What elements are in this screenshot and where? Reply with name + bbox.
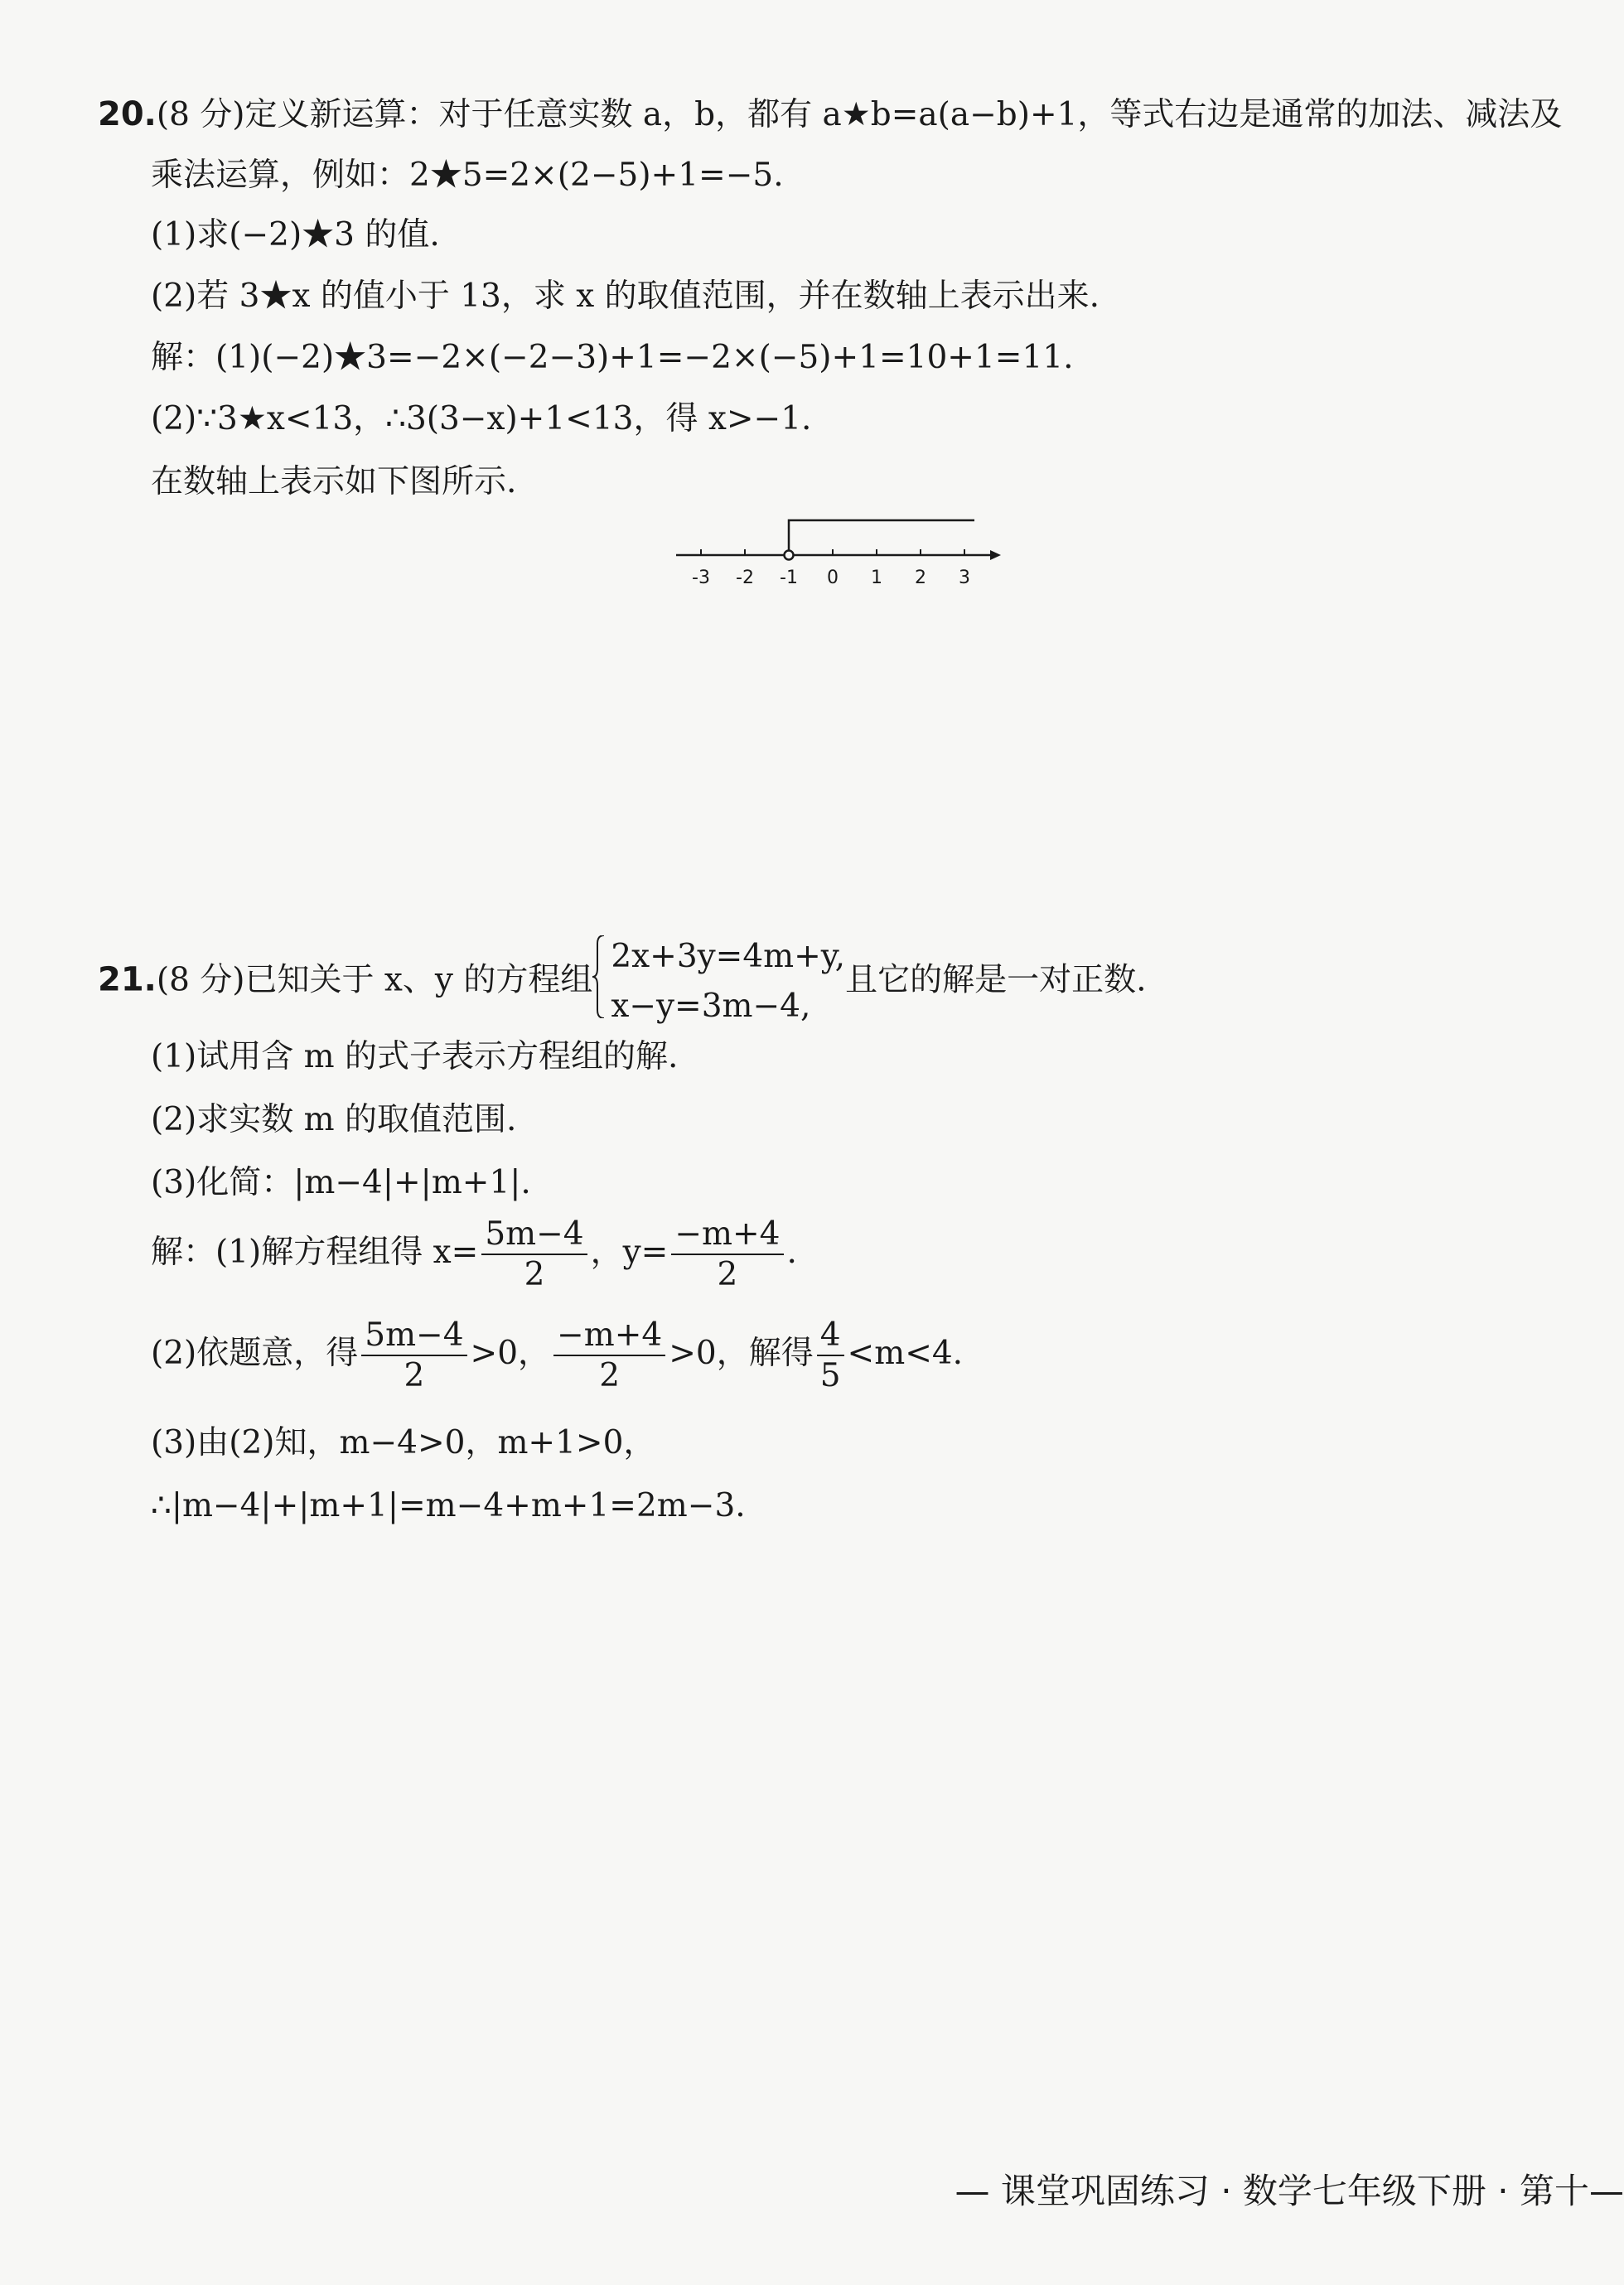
fraction-x [481, 1215, 587, 1293]
sol2-mid1: >0， [470, 1335, 551, 1372]
fraction-a-denominator: 2 [404, 1357, 425, 1394]
sol1-prefix: 解：(1)解方程组得 x= [151, 1234, 479, 1271]
q21-intro-tail: 且它的解是一对正数. [845, 961, 1147, 999]
left-brace-icon [592, 935, 606, 1018]
fraction-y-numerator: −m+4 [671, 1218, 783, 1255]
fraction-y [671, 1215, 783, 1293]
fraction-a-numerator: 5m−4 [361, 1319, 466, 1356]
fraction-c [817, 1316, 844, 1394]
q21-solution1 [151, 1215, 797, 1293]
fraction-x-numerator: 5m−4 [481, 1218, 587, 1255]
open-point-minus-one [785, 551, 794, 560]
tick-label: -3 [692, 568, 710, 588]
number-line-arrow-icon [990, 550, 1001, 560]
tick-label: 3 [959, 568, 970, 588]
q20-line1 [98, 95, 1563, 133]
fraction-a [361, 1316, 466, 1394]
q20-solution3: 在数轴上表示如下图所示. [151, 463, 517, 500]
fraction-c-numerator: 4 [817, 1319, 844, 1356]
tick-label: 2 [915, 568, 926, 588]
q20-part2: (2)若 3★x 的值小于 13，求 x 的取值范围，并在数轴上表示出来. [151, 278, 1100, 315]
q20-part1: (1)求(−2)★3 的值. [151, 216, 440, 254]
q21-part3: (3)化简：|m−4|+|m+1|. [151, 1164, 531, 1201]
tick-label: -1 [780, 568, 798, 588]
q21-solution3: (3)由(2)知，m−4>0，m+1>0， [151, 1424, 656, 1461]
q20-solution2: (2)∵3★x<13，∴3(3−x)+1<13，得 x>−1. [151, 400, 812, 437]
q20-solution1: 解：(1)(−2)★3=−2×(−2−3)+1=−2×(−5)+1=10+1=11. [151, 339, 1074, 376]
sol2-mid2: >0，解得 [669, 1335, 814, 1372]
q21-intro: (8 分)已知关于 x、y 的方程组 [156, 961, 593, 999]
equation-1: 2x+3y=4m+y, [611, 938, 846, 975]
q20-text-line1: (8 分)定义新运算：对于任意实数 a，b，都有 a★b=a(a−b)+1，等式右边是通常的加法、减法及 [156, 96, 1563, 133]
fraction-b-numerator: −m+4 [553, 1319, 665, 1356]
solution-range-bracket [789, 520, 974, 551]
tick-label: -2 [736, 568, 754, 588]
fraction-y-denominator: 2 [717, 1256, 738, 1293]
q21-line1 [98, 932, 1146, 1032]
fraction-b [553, 1316, 665, 1394]
q20-number: 20. [98, 95, 157, 133]
number-line [671, 514, 1003, 597]
page-footer: — 课堂巩固练习 · 数学七年级下册 · 第十— [955, 2171, 1624, 2211]
fraction-b-denominator: 2 [599, 1357, 621, 1394]
sol1-mid: ，y= [590, 1234, 669, 1271]
q21-part1: (1)试用含 m 的式子表示方程组的解. [151, 1038, 679, 1075]
fraction-c-denominator: 5 [819, 1357, 841, 1394]
q21-part2: (2)求实数 m 的取值范围. [151, 1101, 517, 1138]
q21-solution4: ∴|m−4|+|m+1|=m−4+m+1=2m−3. [151, 1487, 746, 1524]
sol1-end: . [786, 1234, 797, 1271]
sol2-prefix: (2)依题意，得 [151, 1335, 359, 1372]
fraction-x-denominator: 2 [524, 1256, 545, 1293]
tick-label: 1 [871, 568, 882, 588]
equation-system [592, 932, 845, 1032]
tick-label: 0 [827, 568, 839, 588]
q20-line2: 乘法运算，例如：2★5=2×(2−5)+1=−5. [151, 157, 784, 194]
q21-solution2 [151, 1316, 964, 1394]
sol2-end: <m<4. [847, 1335, 964, 1372]
equation-2: x−y=3m−4, [611, 988, 811, 1026]
q21-number: 21. [98, 960, 157, 999]
